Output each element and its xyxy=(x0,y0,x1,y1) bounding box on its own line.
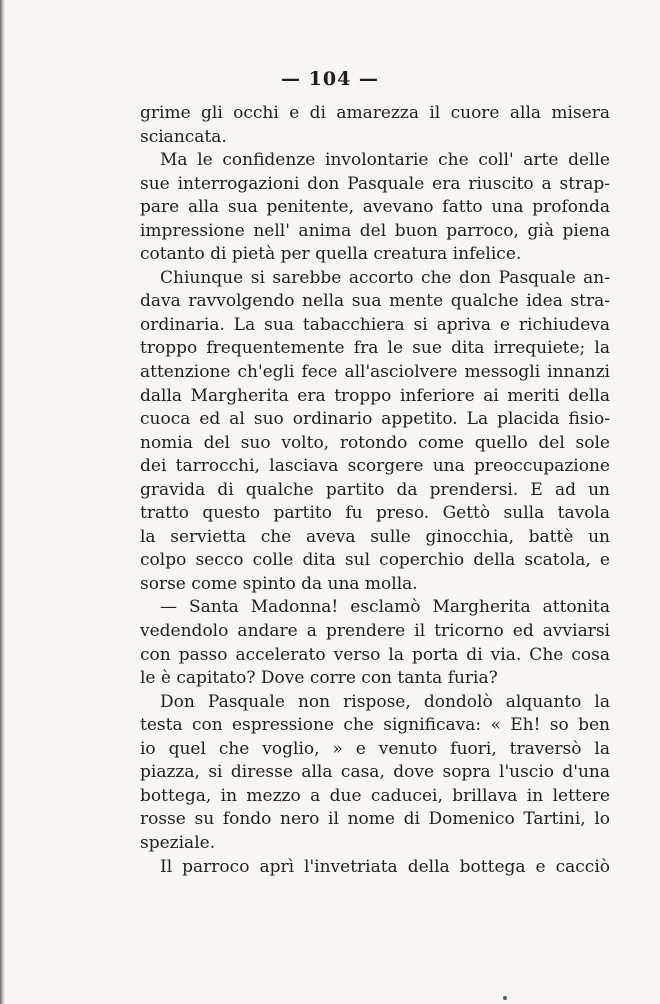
text-line: sciancata. xyxy=(140,126,227,147)
text-line: Don Pasquale non rispose, dondolò alquanto la xyxy=(160,691,610,712)
text-line: nomia del suo volto, rotondo come quello del sole xyxy=(140,432,610,453)
text-line: attenzione ch'egli fece all'asciolvere messogli innanzi xyxy=(140,362,610,383)
text-line: cuoca ed al suo ordinario appetito. La placida fisio- xyxy=(140,409,610,430)
page-gutter-edge xyxy=(0,0,5,1004)
text-line: piazza, si diresse alla casa, dove sopra l'uscio d'una xyxy=(140,762,610,783)
text-line: rosse su fondo nero il nome di Domenico Tartini, lo xyxy=(140,809,610,830)
text-line: Ma le confidenze involontarie che coll' arte delle xyxy=(160,150,610,171)
text-line: cotanto di pietà per quella creatura infelice. xyxy=(140,244,522,265)
text-line: speziale. xyxy=(140,832,216,853)
text-line: bottega, in mezzo a due caducei, brillava in lettere xyxy=(140,785,610,806)
text-line: sorse come spinto da una molla. xyxy=(140,573,418,594)
text-line: Il parroco aprì l'invetriata della bottega e cacciò xyxy=(160,856,610,877)
text-line: gravida di qualche partito da prendersi. E ad un xyxy=(140,479,610,500)
text-line: testa con espressione che significava: « Eh! so ben xyxy=(140,715,610,736)
text-line: ordinaria. La sua tabacchiera si apriva e richiudeva xyxy=(140,314,610,335)
text-line: pare alla sua penitente, avevano fatto una profonda xyxy=(140,197,610,218)
print-speck xyxy=(503,996,507,1000)
text-line: colpo secco colle dita sul coperchio della scatola, e xyxy=(140,550,610,571)
text-line: — Santa Madonna! esclamò Margherita attonita xyxy=(160,597,610,618)
text-line: vedendolo andare a prendere il tricorno ed avviarsi xyxy=(140,621,610,642)
body-text xyxy=(140,102,610,879)
text-line: dava ravvolgendo nella sua mente qualche idea stra- xyxy=(140,291,610,312)
text-line: con passo accelerato verso la porta di via. Che cosa xyxy=(140,644,610,665)
text-line: impressione nell' anima del buon parroco, già piena xyxy=(140,220,610,241)
page-number: — 104 — xyxy=(281,68,379,90)
text-line: grime gli occhi e di amarezza il cuore alla misera xyxy=(140,103,610,123)
text-line: tratto questo partito fu preso. Gettò sulla tavola xyxy=(140,503,610,524)
text-line: dei tarrocchi, lasciava scorgere una preoccupazione xyxy=(140,456,610,477)
text-line: troppo frequentemente fra le sue dita irrequiete; la xyxy=(140,338,610,359)
text-line: io quel che voglio, » e venuto fuori, traversò la xyxy=(140,738,610,759)
text-line: Chiunque si sarebbe accorto che don Pasquale an- xyxy=(160,267,610,288)
text-line: sue interrogazioni don Pasquale era riuscito a strap- xyxy=(140,173,610,194)
text-line: la servietta che aveva sulle ginocchia, battè un xyxy=(140,526,610,547)
text-line: le è capitato? Dove corre con tanta furia? xyxy=(140,668,498,689)
text-line: dalla Margherita era troppo inferiore ai meriti della xyxy=(140,385,610,406)
